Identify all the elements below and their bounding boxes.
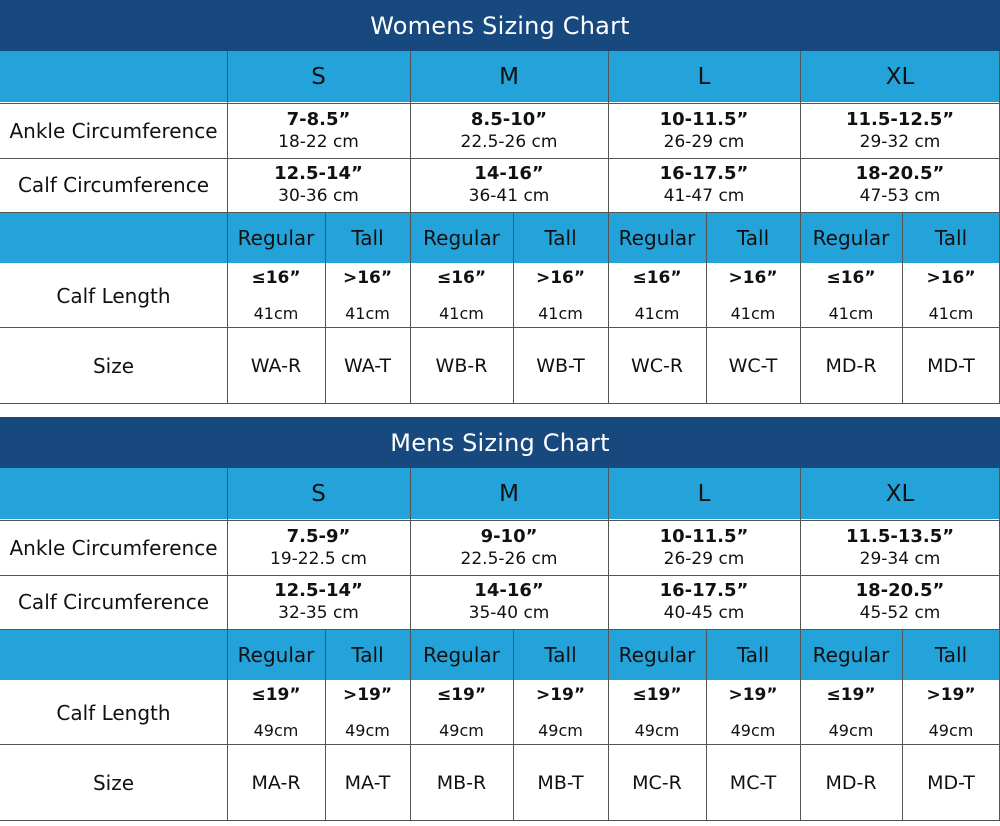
fit-header <box>800 212 902 264</box>
ankle-cell <box>800 103 1000 158</box>
calf-inches: 12.5-14” <box>274 580 363 601</box>
fit-header-label: Regular <box>618 643 696 667</box>
fit-header-label: Regular <box>812 226 890 250</box>
calf-inches: 16-17.5” <box>659 580 749 601</box>
fit-header <box>706 212 800 264</box>
ankle-inches: 11.5-12.5” <box>845 108 955 130</box>
row-label: Ankle Circumference <box>9 535 218 560</box>
ankle-cell <box>227 103 410 158</box>
length-cell <box>608 681 706 744</box>
length-centimeters: 49cm <box>828 720 874 740</box>
size-code-cell <box>513 744 608 821</box>
grid-vline <box>410 468 411 821</box>
grid-hline <box>0 212 1000 213</box>
size-code: MB-R <box>436 771 487 794</box>
size-code: MC-T <box>729 771 777 794</box>
fit-header <box>800 629 902 681</box>
size-code: MA-R <box>251 771 301 794</box>
length-cell <box>706 681 800 744</box>
length-inches: >19” <box>535 684 586 705</box>
fit-header-label: Tall <box>544 643 577 667</box>
size-code: WB-T <box>536 354 585 377</box>
ankle-row-label <box>0 520 227 575</box>
length-inches: ≤19” <box>826 684 876 705</box>
length-cell <box>227 681 325 744</box>
fit-header <box>706 629 800 681</box>
ankle-centimeters: 22.5-26 cm <box>460 131 558 152</box>
ankle-centimeters: 19-22.5 cm <box>270 548 367 569</box>
length-centimeters: 41cm <box>730 303 776 323</box>
calf-inches: 18-20.5” <box>855 163 945 184</box>
length-inches: ≤19” <box>436 684 487 705</box>
length-centimeters: 41cm <box>538 303 583 323</box>
ankle-inches: 11.5-13.5” <box>845 525 955 547</box>
grid-vline <box>902 212 903 404</box>
fit-header <box>608 629 706 681</box>
row-label: Ankle Circumference <box>9 118 218 143</box>
length-centimeters: 49cm <box>928 720 974 740</box>
calf-centimeters: 41-47 cm <box>663 186 745 206</box>
ankle-cell <box>227 520 410 575</box>
calf-inches: 14-16” <box>474 163 544 184</box>
calf-cell <box>800 575 1000 629</box>
ankle-centimeters: 22.5-26 cm <box>460 548 558 569</box>
size-code: WC-T <box>728 354 778 377</box>
chart-title: Womens Sizing Chart <box>0 0 1000 51</box>
fit-header-label: Tall <box>351 226 384 250</box>
calf-inches: 18-20.5” <box>855 580 945 601</box>
size-code-cell <box>513 327 608 404</box>
size-code-cell <box>902 744 1000 821</box>
length-cell <box>410 681 513 744</box>
fit-header-label: Tall <box>544 226 577 250</box>
length-inches: >19” <box>926 684 976 705</box>
fit-header-label: Tall <box>736 226 770 250</box>
length-inches: >19” <box>728 684 778 705</box>
chart-title: Mens Sizing Chart <box>0 417 1000 468</box>
calf-cell <box>410 575 608 629</box>
length-inches: >16” <box>535 267 586 288</box>
length-cell <box>325 264 410 327</box>
length-centimeters: 49cm <box>253 720 299 740</box>
size-code: MB-T <box>537 771 584 794</box>
length-inches: ≤16” <box>826 267 876 288</box>
ankle-cell <box>608 520 800 575</box>
ankle-centimeters: 26-29 cm <box>663 131 745 152</box>
size-code: MD-R <box>825 354 877 377</box>
ankle-cell <box>608 103 800 158</box>
length-cell <box>227 264 325 327</box>
calf-cell <box>410 158 608 212</box>
grid-hline <box>0 158 1000 159</box>
grid-vline <box>325 212 326 404</box>
length-centimeters: 49cm <box>730 720 776 740</box>
length-cell <box>325 681 410 744</box>
fit-header <box>227 629 325 681</box>
row-label: Calf Circumference <box>17 590 210 614</box>
grid-vline <box>227 51 228 404</box>
length-centimeters: 49cm <box>439 720 484 740</box>
grid-hline <box>0 520 1000 521</box>
calf-cell <box>227 575 410 629</box>
size-header-label: M <box>499 481 519 507</box>
fit-header <box>410 629 513 681</box>
size-code-cell <box>410 327 513 404</box>
size-row-label <box>0 327 227 404</box>
ankle-centimeters: 18-22 cm <box>278 131 359 152</box>
grid-hline <box>0 629 1000 630</box>
fit-header <box>902 629 1000 681</box>
length-centimeters: 41cm <box>634 303 680 323</box>
ankle-inches: 9-10” <box>480 525 538 547</box>
grid-vline <box>227 468 228 821</box>
womens-chart <box>0 0 1000 404</box>
fit-header <box>902 212 1000 264</box>
length-centimeters: 49cm <box>345 720 390 740</box>
grid-hline <box>0 327 1000 328</box>
fit-header-label: Tall <box>351 643 384 667</box>
calf-centimeters: 40-45 cm <box>663 603 745 623</box>
size-header-label: L <box>697 481 711 507</box>
row-label: Calf Length <box>56 700 171 725</box>
length-cell <box>800 264 902 327</box>
fit-header <box>227 212 325 264</box>
ankle-inches: 10-11.5” <box>659 525 749 547</box>
size-code: WA-T <box>343 354 392 377</box>
size-code-cell <box>325 744 410 821</box>
fit-header-label: Regular <box>237 643 315 667</box>
length-inches: >16” <box>342 267 393 288</box>
calf-row-label <box>0 575 227 629</box>
length-inches: >16” <box>926 267 976 288</box>
length-inches: ≤19” <box>632 684 682 705</box>
grid-vline <box>608 51 609 404</box>
calf-inches: 16-17.5” <box>659 163 749 184</box>
grid-vline <box>706 629 707 821</box>
length-cell <box>608 264 706 327</box>
size-header-label: S <box>311 64 326 90</box>
size-code-cell <box>800 744 902 821</box>
size-code: WC-R <box>630 354 684 377</box>
grid-hline <box>0 820 1000 821</box>
grid-hline <box>0 575 1000 576</box>
ankle-row-label <box>0 103 227 158</box>
fit-header-label: Regular <box>423 643 500 667</box>
ankle-inches: 10-11.5” <box>659 108 749 130</box>
ankle-centimeters: 29-34 cm <box>859 548 941 569</box>
size-header-xl <box>800 51 1000 103</box>
fit-header-label: Regular <box>812 643 890 667</box>
size-header-m <box>410 51 608 103</box>
calf-centimeters: 32-35 cm <box>278 603 359 623</box>
length-cell <box>513 681 608 744</box>
size-code-cell <box>410 744 513 821</box>
size-row-label <box>0 744 227 821</box>
length-cell <box>410 264 513 327</box>
size-code-cell <box>227 744 325 821</box>
row-label: Size <box>92 770 135 795</box>
fit-header <box>325 212 410 264</box>
length-row-label <box>0 681 227 744</box>
calf-cell <box>227 158 410 212</box>
length-cell <box>902 264 1000 327</box>
mens-chart <box>0 417 1000 821</box>
length-centimeters: 41cm <box>828 303 874 323</box>
calf-row-label <box>0 158 227 212</box>
fit-header-label: Regular <box>618 226 696 250</box>
size-code: WB-R <box>435 354 488 377</box>
grid-vline <box>513 629 514 821</box>
size-code-cell <box>608 744 706 821</box>
calf-centimeters: 30-36 cm <box>278 186 359 206</box>
calf-centimeters: 35-40 cm <box>468 603 550 623</box>
size-code-cell <box>706 327 800 404</box>
size-header-m <box>410 468 608 520</box>
ankle-centimeters: 29-32 cm <box>859 131 941 152</box>
length-cell <box>800 681 902 744</box>
fit-header-label: Regular <box>423 226 500 250</box>
length-cell <box>902 681 1000 744</box>
length-centimeters: 41cm <box>928 303 974 323</box>
grid-vline <box>608 468 609 821</box>
grid-hline <box>0 403 1000 404</box>
size-header-label: S <box>311 481 326 507</box>
grid-hline <box>0 103 1000 104</box>
size-code-cell <box>325 327 410 404</box>
calf-cell <box>800 158 1000 212</box>
size-code-cell <box>706 744 800 821</box>
fit-header-label: Regular <box>237 226 315 250</box>
fit-header <box>325 629 410 681</box>
ankle-inches: 7.5-9” <box>286 525 351 547</box>
grid-vline <box>706 212 707 404</box>
length-inches: ≤16” <box>251 267 301 288</box>
size-code-cell <box>800 327 902 404</box>
grid-vline <box>800 468 801 821</box>
calf-inches: 12.5-14” <box>274 163 363 184</box>
ankle-cell <box>410 520 608 575</box>
size-header-label: L <box>697 64 711 90</box>
grid-vline <box>513 212 514 404</box>
row-label: Size <box>92 353 135 378</box>
calf-inches: 14-16” <box>474 580 544 601</box>
calf-centimeters: 45-52 cm <box>859 603 941 623</box>
grid-vline <box>325 629 326 821</box>
ankle-centimeters: 26-29 cm <box>663 548 745 569</box>
length-centimeters: 41cm <box>345 303 390 323</box>
fit-header <box>410 212 513 264</box>
size-code: MD-T <box>927 771 975 794</box>
size-header-s <box>227 468 410 520</box>
ankle-inches: 7-8.5” <box>286 108 351 130</box>
length-centimeters: 41cm <box>253 303 299 323</box>
size-code: MC-R <box>632 771 682 794</box>
size-header-l <box>608 468 800 520</box>
size-header-xl <box>800 468 1000 520</box>
fit-header <box>608 212 706 264</box>
ankle-cell <box>410 103 608 158</box>
size-header-s <box>227 51 410 103</box>
ankle-cell <box>800 520 1000 575</box>
size-code-cell <box>902 327 1000 404</box>
size-code: MA-T <box>344 771 391 794</box>
calf-cell <box>608 158 800 212</box>
length-centimeters: 49cm <box>634 720 680 740</box>
size-header-l <box>608 51 800 103</box>
size-header-label: XL <box>885 481 915 507</box>
size-code-cell <box>227 327 325 404</box>
grid-vline <box>800 51 801 404</box>
length-inches: >16” <box>728 267 778 288</box>
fit-header <box>513 212 608 264</box>
grid-hline <box>0 744 1000 745</box>
length-inches: >19” <box>342 684 393 705</box>
length-row-label <box>0 264 227 327</box>
length-cell <box>513 264 608 327</box>
row-label: Calf Circumference <box>17 173 210 197</box>
length-centimeters: 41cm <box>439 303 484 323</box>
size-code: MD-T <box>927 354 975 377</box>
row-label: Calf Length <box>56 283 171 308</box>
size-code: MD-R <box>825 771 877 794</box>
length-centimeters: 49cm <box>538 720 583 740</box>
calf-centimeters: 36-41 cm <box>468 186 550 206</box>
length-inches: ≤16” <box>632 267 682 288</box>
fit-header-label: Tall <box>934 643 968 667</box>
ankle-inches: 8.5-10” <box>470 108 548 130</box>
fit-header-label: Tall <box>934 226 968 250</box>
grid-vline <box>902 629 903 821</box>
fit-header-label: Tall <box>736 643 770 667</box>
grid-vline <box>410 51 411 404</box>
size-code: WA-R <box>250 354 302 377</box>
size-header-label: M <box>499 64 519 90</box>
size-code-cell <box>608 327 706 404</box>
length-inches: ≤19” <box>251 684 301 705</box>
calf-centimeters: 47-53 cm <box>859 186 941 206</box>
length-cell <box>706 264 800 327</box>
size-header-label: XL <box>885 64 915 90</box>
calf-cell <box>608 575 800 629</box>
fit-header <box>513 629 608 681</box>
length-inches: ≤16” <box>436 267 487 288</box>
